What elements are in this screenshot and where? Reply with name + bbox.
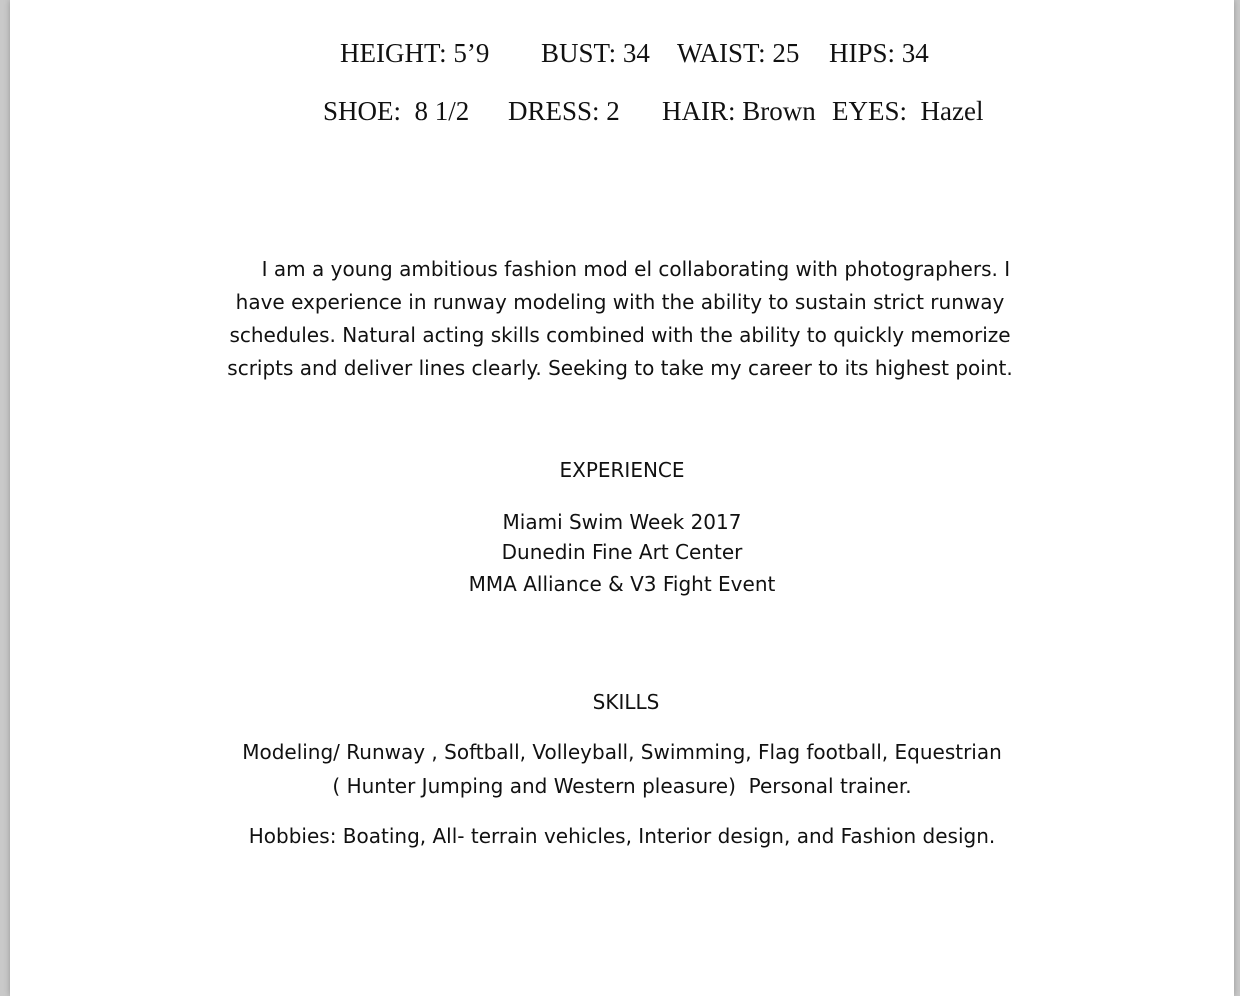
stat-dress: DRESS: 2	[508, 96, 620, 126]
resume-page	[10, 0, 1234, 996]
stat-hair: HAIR: Brown	[662, 96, 816, 126]
skills-heading: SKILLS	[592, 690, 660, 714]
stat-eyes: EYES: Hazel	[832, 96, 984, 126]
experience-heading: EXPERIENCE	[559, 458, 685, 482]
hobbies-line: Hobbies: Boating, All- terrain vehicles, Interior design, and Fashion design.	[248, 824, 996, 848]
experience-item: Miami Swim Week 2017	[502, 510, 742, 534]
summary-line: have experience in runway modeling with the ability to sustain strict runway	[235, 290, 1005, 314]
summary-line: I am a young ambitious fashion mod el collaborating with photographers. I	[229, 257, 1011, 281]
summary-line: scripts and deliver lines clearly. Seeking to take my career to its highest point.	[227, 356, 1013, 380]
experience-item: Dunedin Fine Art Center	[501, 540, 743, 564]
stat-hips: HIPS: 34	[829, 38, 929, 68]
summary-paragraph	[220, 253, 1020, 385]
stat-bust: BUST: 34	[541, 38, 650, 68]
experience-item: MMA Alliance & V3 Fight Event	[468, 572, 776, 596]
stat-waist: WAIST: 25	[677, 38, 800, 68]
stat-height: HEIGHT: 5’9	[340, 38, 490, 68]
summary-line: schedules. Natural acting skills combined with the ability to quickly memorize	[229, 323, 1011, 347]
stat-shoe: SHOE: 8 1/2	[323, 96, 470, 126]
skills-line: Modeling/ Runway , Softball, Volleyball, Swimming, Flag football, Equestrian	[242, 740, 1002, 764]
skills-line: ( Hunter Jumping and Western pleasure) Personal trainer.	[332, 774, 912, 798]
